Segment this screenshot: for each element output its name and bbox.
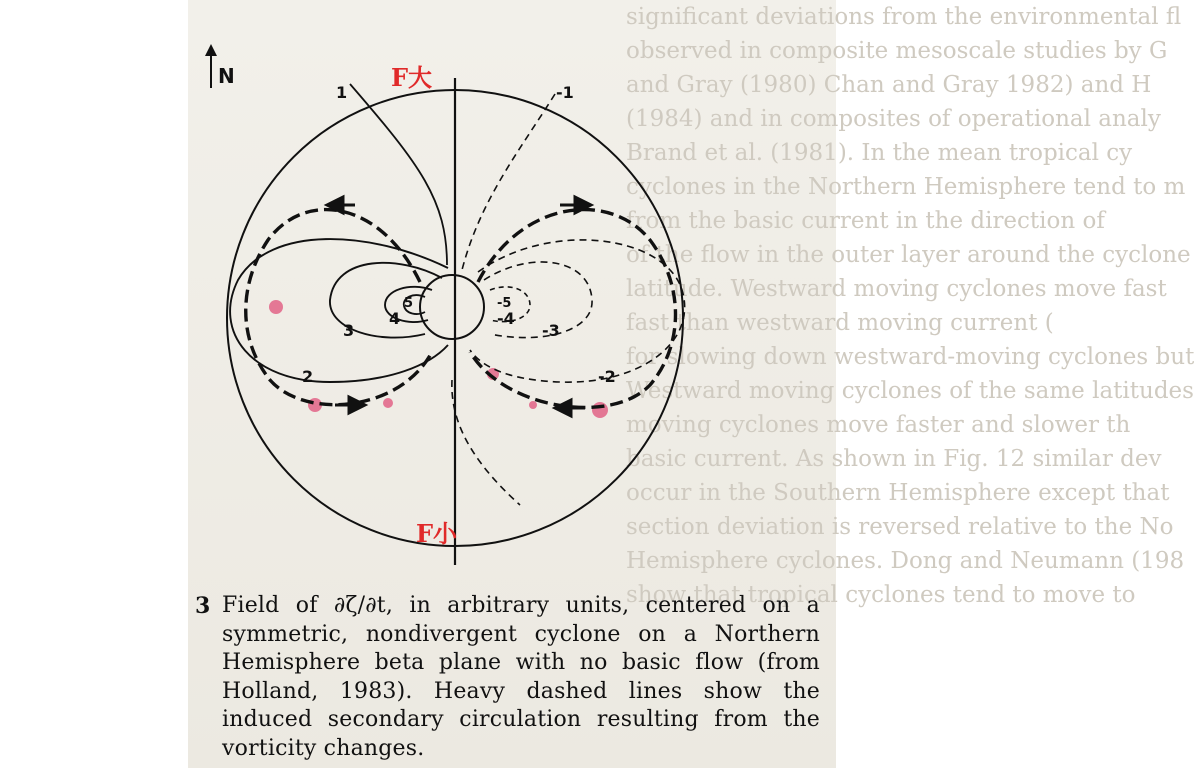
label-contour-2: 2 [302,367,314,386]
background-text-line: and Gray (1980) Chan and Gray 1982) and H [626,72,1152,98]
background-text-line: fast than westward moving current ( [626,310,1054,336]
label-contour-4: 4 [389,309,401,328]
background-text-line: observed in composite mesoscale studies by G [626,38,1168,64]
label-contour-neg2: -2 [598,367,616,386]
background-text-line: of the flow in the outer layer around the cyclone [626,242,1191,268]
north-label: N [218,64,235,88]
background-text-line: from the basic current in the direction of [626,208,1105,234]
background-text-line: occur in the Southern Hemisphere except that [626,480,1170,506]
background-text-line: (1984) and in composites of operational analy [626,106,1161,132]
background-text-line: Hemisphere cyclones. Dong and Neumann (198 [626,548,1185,574]
background-text-line: section deviation is reversed relative to the No [626,514,1174,540]
label-contour-neg3: -3 [542,321,560,340]
background-text-line: for slowing down westward-moving cyclones but [626,344,1194,370]
contour-2-line [230,239,448,382]
background-text-line: moving cyclones move faster and slower th [626,412,1131,438]
caption-number: 3 [195,593,211,619]
label-contour-5: 5 [404,296,414,311]
background-text-line: basic current. As shown in Fig. 12 similar dev [626,446,1162,472]
label-contour-neg1: -1 [556,83,574,102]
caption-text: Field of ∂ζ/∂t, in arbitrary units, centered on a symmetric, nondivergent cyclone on a Northern Hemisphere beta plane with no basic flow (from Holland, 1983). Heavy dashed lines show the induced secondary circulation resulting from the vorticity changes. [222,593,820,761]
contour-neg1-lower-line [452,380,520,505]
figure-caption [195,592,820,763]
label-contour-3: 3 [343,321,355,340]
ink-spots [269,300,608,418]
center-circle [420,275,484,339]
north-arrow-icon [205,44,217,88]
contour-neg1-line [462,94,555,270]
background-text-line: latitude. Westward moving cyclones move fast [626,276,1167,302]
background-text-line: cyclones in the Northern Hemisphere tend to m [626,174,1186,200]
background-text-line: Brand et al. (1981). In the mean tropical cy [626,140,1133,166]
background-text-line: show that tropical cyclones tend to move to [626,582,1136,608]
label-contour-1: 1 [336,83,348,102]
contour-1-line [350,84,447,265]
low-f-marker: F小 [416,519,458,548]
background-text-line: Westward moving cyclones of the same latitudes [626,378,1194,404]
background-text-line: significant deviations from the environmental fl [626,4,1182,30]
high-f-marker: F大 [391,63,433,92]
label-contour-neg4: -4 [497,309,515,328]
label-contour-neg5: -5 [497,296,512,311]
